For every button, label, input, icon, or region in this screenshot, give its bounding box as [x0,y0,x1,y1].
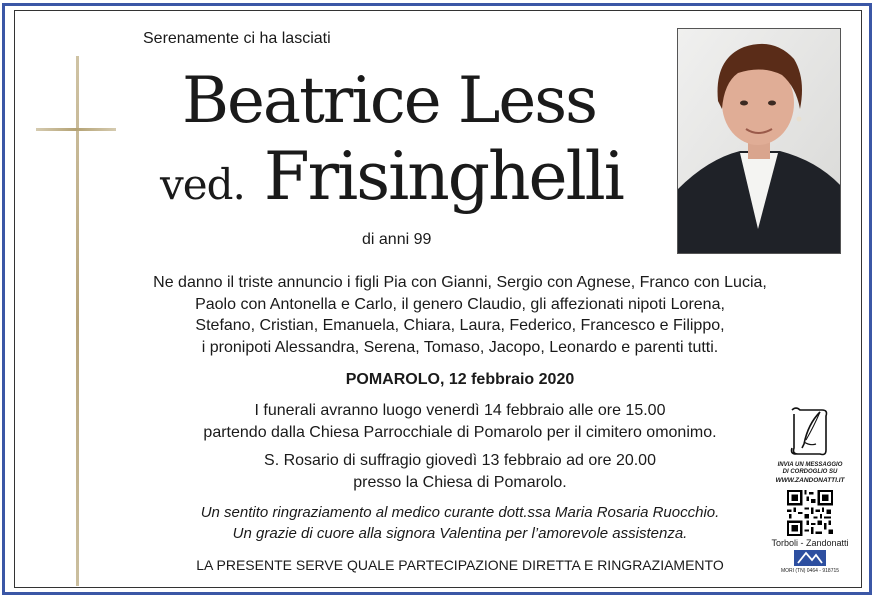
thanks-line: Un sentito ringraziamento al medico curante dott.ssa Maria Rosaria Ruocchio. [200,504,720,521]
footer-text: LA PRESENTE SERVE QUALE PARTECIPAZIONE DIRETTA E RINGRAZIAMENTO [196,557,724,573]
message-line: INVIA UN MESSAGGIO [777,462,843,468]
announcement-paragraph [130,272,790,358]
agency-contact: MORI (TN) 0464 - 918715 [780,568,840,574]
website-link[interactable]: WWW.ZANDONATTI.IT [775,477,845,484]
condolence-sidebar [772,404,848,580]
rosary-line: S. Rosario di suffragio giovedì 13 febbraio ad ore 20.00 [264,452,656,469]
funeral-line: partendo dalla Chiesa Parrocchiale di Pomarolo per il cimitero omonimo. [203,423,717,441]
announcement-line: i pronipoti Alessandra, Serena, Tomaso, Jacopo, Leonardo e parenti tutti. [201,338,719,356]
name-surname: Frisinghelli [263,138,623,215]
rosary-paragraph [130,450,790,493]
funeral-paragraph [130,400,790,443]
portrait-photo [677,28,841,254]
agency-logo-icon [794,550,826,566]
announcement-line: Paolo con Antonella e Carlo, il genero Claudio, gli affezionati nipoti Lorena, [195,295,725,313]
message-line: DI CORDOGLIO SU [782,469,838,475]
age-text: di anni 99 [362,231,432,248]
rosary-line: presso la Chiesa di Pomarolo. [353,473,567,491]
name-prefix: ved. [160,160,245,209]
qr-code-icon[interactable] [787,490,833,536]
thanks-paragraph [130,502,790,544]
deceased-name: Beatrice Less [182,64,596,138]
deceased-married-name [160,138,623,215]
scroll-quill-icon [786,404,832,458]
agency-name: Torboli - Zandonatti [771,538,849,548]
thanks-line: Un grazie di cuore alla signora Valentina per l’amorevole assistenza. [232,525,688,542]
place-date: POMAROLO, 12 febbraio 2020 [345,371,575,388]
intro-text: Serenamente ci ha lasciati [143,30,331,47]
funeral-line: I funerali avranno luogo venerdì 14 febbraio alle ore 15.00 [254,402,666,419]
announcement-line: Ne danno il triste annuncio i figli Pia con Gianni, Sergio con Agnese, Franco con Lucia, [153,274,767,291]
announcement-line: Stefano, Cristian, Emanuela, Chiara, Laura, Federico, Francesco e Filippo, [195,317,725,334]
